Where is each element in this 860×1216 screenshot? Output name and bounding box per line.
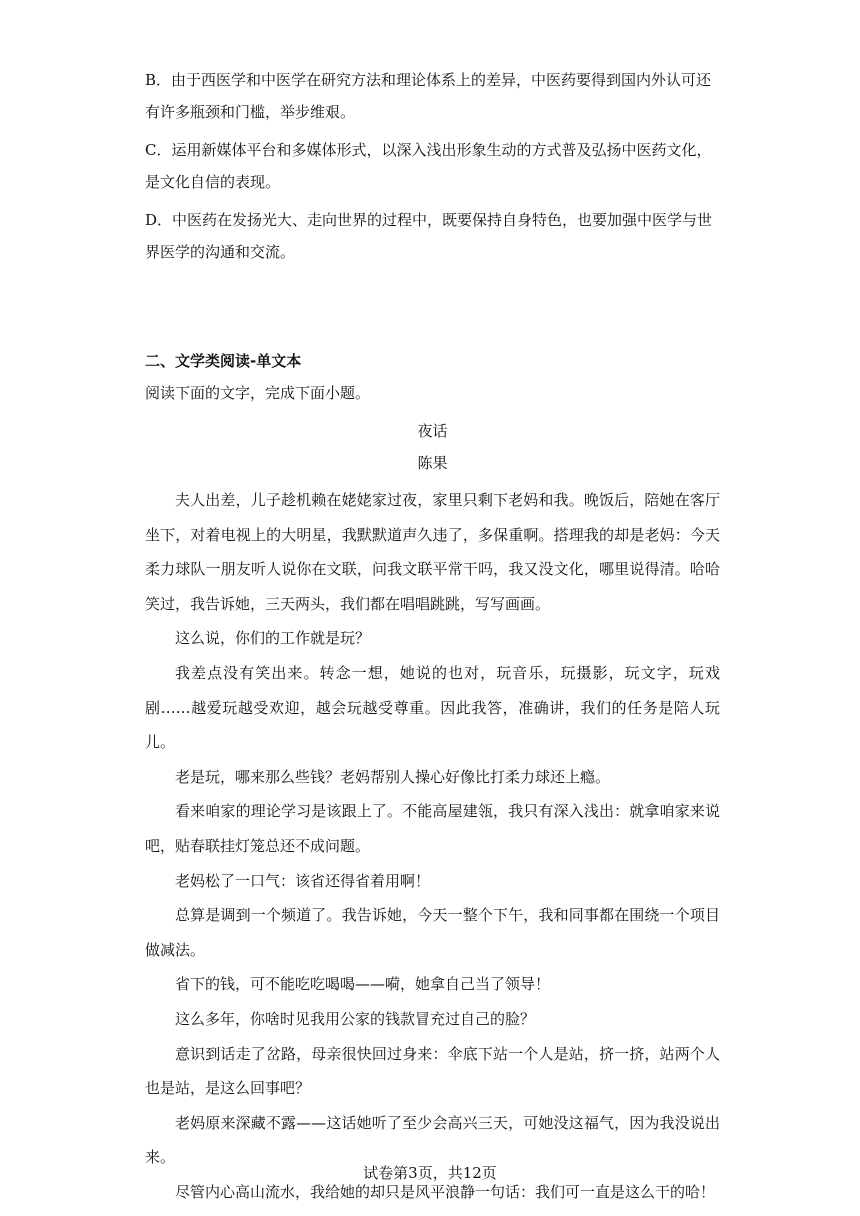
paragraph: 意识到话走了岔路，母亲很快回过身来：伞底下站一个人是站，挤一挤，站两个人也是站，是这么回事吧？ [145, 1044, 720, 1098]
page-footer: 试卷第3页，共12页 [363, 1164, 497, 1182]
paragraph: 这么说，你们的工作就是玩？ [175, 629, 371, 648]
section-heading: 二、文学类阅读-单文本 [145, 352, 302, 370]
option-d: D．中医药在发扬光大、走向世界的过程中，既要保持自身特色，也要加强中医学与世界医学的沟通和交流。 [145, 211, 713, 261]
option-c: C．运用新媒体平台和多媒体形式，以深入浅出形象生动的方式普及弘扬中医药文化，是文化自信的表现。 [145, 141, 712, 191]
paragraph: 老妈松了一口气：该省还得省着用啊！ [175, 871, 431, 890]
paragraph: 这么多年，你啥时见我用公家的钱款冒充过自己的脸？ [175, 1009, 536, 1028]
option-b: B．由于西医学和中医学在研究方法和理论体系上的差异，中医药要得到国内外认可还有许多瓶颈和门槛，举步维艰。 [145, 71, 712, 121]
paragraph: 夫人出差，儿子趁机赖在姥姥家过夜，家里只剩下老妈和我。晚饭后，陪她在客厅坐下，对着电视上的大明星，我默默道声久违了，多保重啊。搭理我的却是老妈：今天柔力球队一朋友听人说你在文联，问我文联平常干吗，我又没文化，哪里说得清。哈哈笑过，我告诉她，三天两头，我们都在唱唱跳跳，写写画画。 [145, 491, 720, 613]
paragraph: 总算是调到一个频道了。我告诉她，今天一整个下午，我和同事都在围绕一个项目做减法。 [145, 906, 720, 959]
article-title: 夜话 [417, 422, 448, 440]
article-body [145, 483, 720, 1209]
reading-instruction: 阅读下面的文字，完成下面小题。 [145, 384, 371, 402]
paragraph: 尽管内心高山流水，我给她的却只是风平浪静一句话：我们可一直是这么干的哈！ [175, 1182, 716, 1201]
paragraph: 老妈原来深藏不露——这话她听了至少会高兴三天，可她没这福气，因为我没说出来。 [145, 1113, 720, 1167]
paragraph: 省下的钱，可不能吃吃喝喝——嗬，她拿自己当了领导！ [175, 975, 551, 994]
paragraph: 看来咱家的理论学习是该跟上了。不能高屋建瓴，我只有深入浅出：就拿咱家来说吧，贴春联挂灯笼总还不成问题。 [145, 802, 720, 855]
article-author: 陈果 [417, 454, 448, 472]
paragraph: 老是玩，哪来那么些钱？老妈帮别人操心好像比打柔力球还上瘾。 [175, 767, 611, 786]
paragraph: 我差点没有笑出来。转念一想，她说的也对，玩音乐，玩摄影，玩文字，玩戏剧……越爱玩越受欢迎，越会玩越受尊重。因此我答，准确讲，我们的任务是陪人玩儿。 [145, 663, 720, 752]
